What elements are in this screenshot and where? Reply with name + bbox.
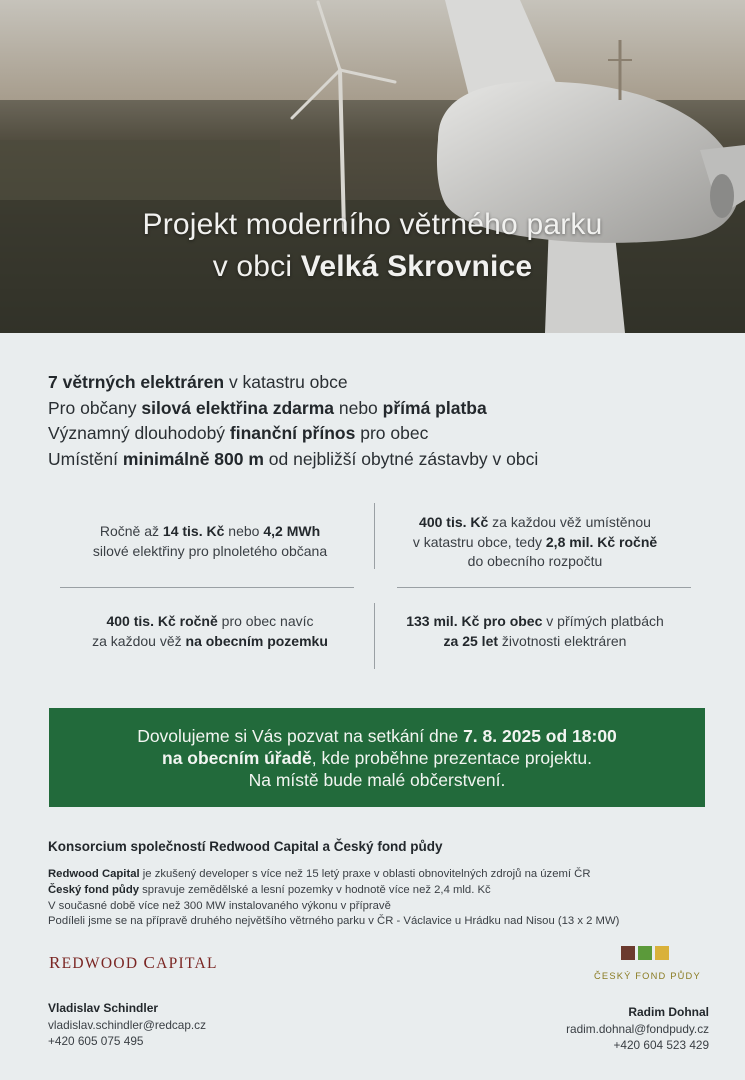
field-icon xyxy=(621,946,635,960)
invitation-date-time: 7. 8. 2025 od 18:00 xyxy=(463,726,617,746)
benefit-3-text-b: za každou věž xyxy=(92,632,186,649)
key-point-3-text-a: Významný dlouhodobý xyxy=(48,423,230,443)
key-point-4-text-b: od nejbližší obytné zástavby v obci xyxy=(263,448,539,469)
consortium-line-2-bold: Český fond půdy xyxy=(48,883,140,896)
benefit-tower-cadastre xyxy=(385,513,685,572)
benefit-citizen-electricity xyxy=(60,522,360,561)
title-village-name: Velká Skrovnice xyxy=(300,250,533,283)
grid-divider-horizontal-left xyxy=(60,587,354,588)
benefit-tower-municipal-land xyxy=(60,612,360,651)
invitation-text-b: , kde proběhne prezentace projektu. xyxy=(311,748,592,768)
key-point-3-text-b: pro obec xyxy=(355,423,429,443)
consortium-line-1 xyxy=(48,867,619,883)
benefit-4-bold-a: 133 mil. Kč pro obec xyxy=(406,613,543,629)
benefit-1-bold-b: 4,2 MWh xyxy=(263,523,321,539)
invitation-line-2 xyxy=(49,747,705,769)
benefit-1-line-2: silové elektřiny pro plnoletého občana xyxy=(92,542,328,559)
contact-right-phone: +420 604 523 429 xyxy=(613,1038,709,1052)
rc-logo-c: C xyxy=(143,953,157,972)
key-point-2-text-a: Pro občany xyxy=(48,397,142,418)
benefit-2-text-a: za každou věž umístěnou xyxy=(488,514,651,530)
key-point-3-bold: finanční přínos xyxy=(229,423,356,443)
rc-logo-r: R xyxy=(49,953,62,972)
invitation-place: na obecním úřadě xyxy=(162,748,312,768)
invitation-line-3: Na místě bude malé občerstvení. xyxy=(248,770,506,790)
leaf-icon xyxy=(638,946,652,960)
consortium-line-1-text: je zkušený developer s více než 15 letý praxe v oblasti obnovitelných zdrojů na území ČR xyxy=(139,868,591,880)
title-prefix: v obci xyxy=(212,250,301,283)
rc-logo-edwood: EDWOOD xyxy=(61,955,144,972)
cfp-logo-icons xyxy=(621,946,669,960)
benefit-2-text-b: v katastru obce, tedy xyxy=(412,533,546,550)
benefit-4-bold-b: za 25 let xyxy=(443,632,499,649)
benefit-2-line-3: do obecního rozpočtu xyxy=(467,553,603,569)
key-point-3 xyxy=(48,421,708,447)
key-point-1-text: v katastru obce xyxy=(224,372,348,392)
hero-banner xyxy=(0,0,745,333)
consortium-line-2 xyxy=(48,883,619,899)
key-point-2 xyxy=(48,396,708,422)
consortium-line-1-bold: Redwood Capital xyxy=(48,868,140,880)
title-line-1: Projekt moderního větrného parku xyxy=(142,208,603,241)
invitation-line-1 xyxy=(49,725,705,747)
key-points-list xyxy=(48,370,708,472)
key-point-4-bold: minimálně 800 m xyxy=(122,448,264,469)
redwood-capital-logo xyxy=(49,953,218,973)
page-title xyxy=(0,204,745,288)
contact-right xyxy=(566,1004,709,1054)
contact-right-email: radim.dohnal@fondpudy.cz xyxy=(566,1021,709,1036)
consortium-line-3: V současné době více než 300 MW instalovaného výkonu v přípravě xyxy=(48,899,391,912)
benefit-3-text-a: pro obec navíc xyxy=(217,613,314,629)
grid-divider-horizontal-right xyxy=(397,587,691,588)
key-point-2-text-b: nebo xyxy=(334,397,383,418)
benefit-1-text-a: Ročně až xyxy=(99,523,163,539)
contact-right-name: Radim Dohnal xyxy=(628,1005,709,1019)
consortium-line-2-text: spravuje zemědělské a lesní pozemky v hodnotě více než 2,4 mld. Kč xyxy=(139,883,491,896)
contact-left xyxy=(48,1000,206,1050)
key-point-2-bold-a: silová elektřina zdarma xyxy=(141,397,334,418)
wheat-icon xyxy=(655,946,669,960)
benefit-4-text-b: životnosti elektráren xyxy=(498,632,627,649)
grid-divider-vertical-bottom xyxy=(374,603,375,669)
benefit-3-bold-a: 400 tis. Kč ročně xyxy=(106,613,218,629)
benefit-4-text-a: v přímých platbách xyxy=(542,613,664,629)
benefit-2-bold-b: 2,8 mil. Kč ročně xyxy=(545,533,658,550)
title-line-2 xyxy=(0,246,745,288)
cfp-logo-text: ČESKÝ FOND PŮDY xyxy=(594,971,701,981)
rc-logo-apital: APITAL xyxy=(156,955,218,972)
contact-left-name: Vladislav Schindler xyxy=(48,1001,159,1015)
benefit-3-bold-b: na obecním pozemku xyxy=(185,632,328,649)
consortium-heading: Konsorcium společností Redwood Capital a Český fond půdy xyxy=(48,839,443,854)
contact-left-email: vladislav.schindler@redcap.cz xyxy=(48,1017,206,1032)
benefit-1-bold-a: 14 tis. Kč xyxy=(162,523,225,539)
invitation-text-a: Dovolujeme si Vás pozvat na setkání dne xyxy=(137,726,464,746)
consortium-text xyxy=(48,867,619,930)
grid-divider-vertical-top xyxy=(374,503,375,569)
key-point-4 xyxy=(48,447,708,473)
key-point-2-bold-b: přímá platba xyxy=(382,397,487,418)
key-point-1-bold: 7 větrných elektráren xyxy=(48,372,225,392)
benefit-1-text-b: nebo xyxy=(224,523,264,539)
invitation-box xyxy=(49,708,705,807)
key-point-4-text-a: Umístění xyxy=(48,448,123,469)
key-point-1 xyxy=(48,370,708,396)
benefit-2-bold-a: 400 tis. Kč xyxy=(419,514,489,530)
consortium-line-4: Podíleli jsme se na přípravě druhého největšího větrného parku v ČR - Václavice u Hrádku nad Nisou (13 x 2 MW) xyxy=(48,915,620,928)
benefit-direct-payments xyxy=(385,612,685,651)
cesky-fond-pudy-logo xyxy=(594,946,714,986)
contact-left-phone: +420 605 075 495 xyxy=(48,1034,144,1048)
